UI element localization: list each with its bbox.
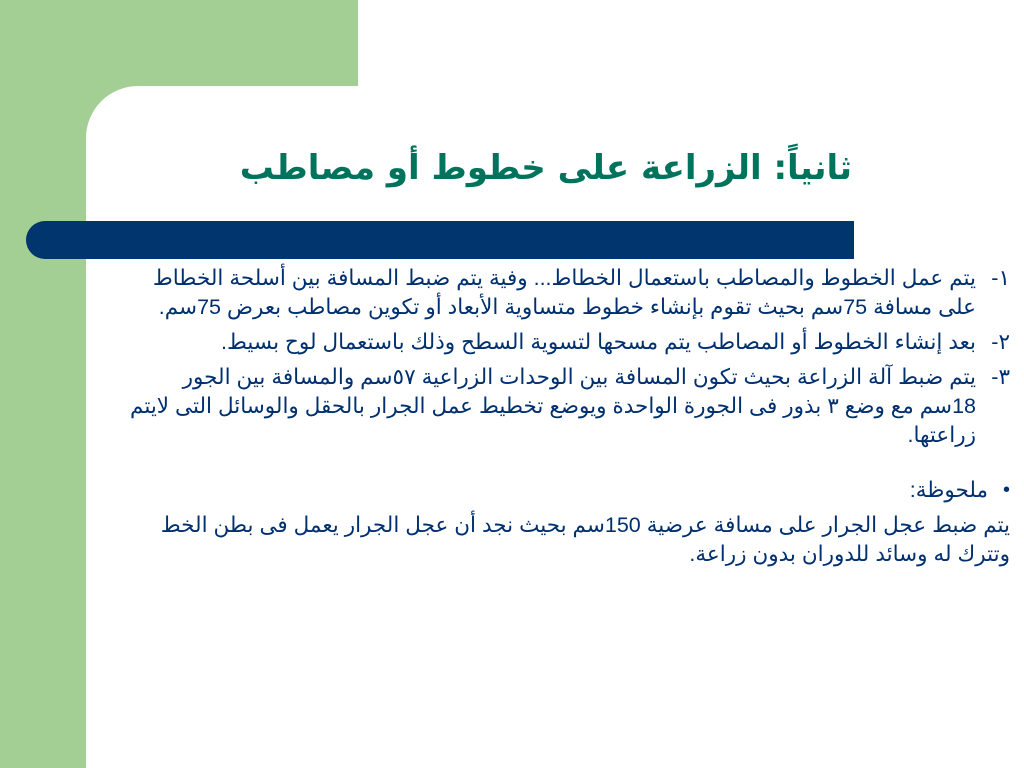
title-underline-bar xyxy=(26,221,854,259)
bullet-icon: • xyxy=(1002,479,1010,501)
list-item-text: يتم عمل الخطوط والمصاطب باستعمال الخطاط... وفية يتم ضبط المسافة بين أسلحة الخطاط على مسافة 75سم بحيث تقوم بإنشاء خطوط متساوية الأبعاد أو تكوين مصاطب بعرض 75سم. xyxy=(152,266,976,319)
list-item xyxy=(130,328,1010,357)
list-item-text: بعد إنشاء الخطوط أو المصاطب يتم مسحها لتسوية السطح وذلك باستعمال لوح بسيط. xyxy=(221,330,976,354)
note-text: يتم ضبط عجل الجرار على مسافة عرضية 150سم بحيث نجد أن عجل الجرار يعمل فى بطن الخط وتترك له وسائد للدوران بدون زراعة. xyxy=(160,513,1010,566)
list-item-number: ٣- xyxy=(991,365,1010,389)
slide-body xyxy=(130,264,1010,569)
note-heading xyxy=(130,476,1010,505)
list-item-number: ٢- xyxy=(991,330,1010,354)
list-item-text: يتم ضبط آلة الزراعة بحيث تكون المسافة بين الوحدات الزراعية ٥٧سم والمسافة بين الجور 18سم مع وضع ٣ بذور فى الجورة الواحدة ويوضع تخطيط عمل الجرار بالحقل والوسائل التى لايتم زراعتها. xyxy=(130,365,976,447)
note-label: ملحوظة: xyxy=(909,478,988,502)
slide-title: ثانياً: الزراعة على خطوط أو مصاطب xyxy=(239,148,852,188)
list-item xyxy=(130,363,1010,450)
list-item-number: ١- xyxy=(991,266,1010,290)
list-item xyxy=(130,264,1010,322)
